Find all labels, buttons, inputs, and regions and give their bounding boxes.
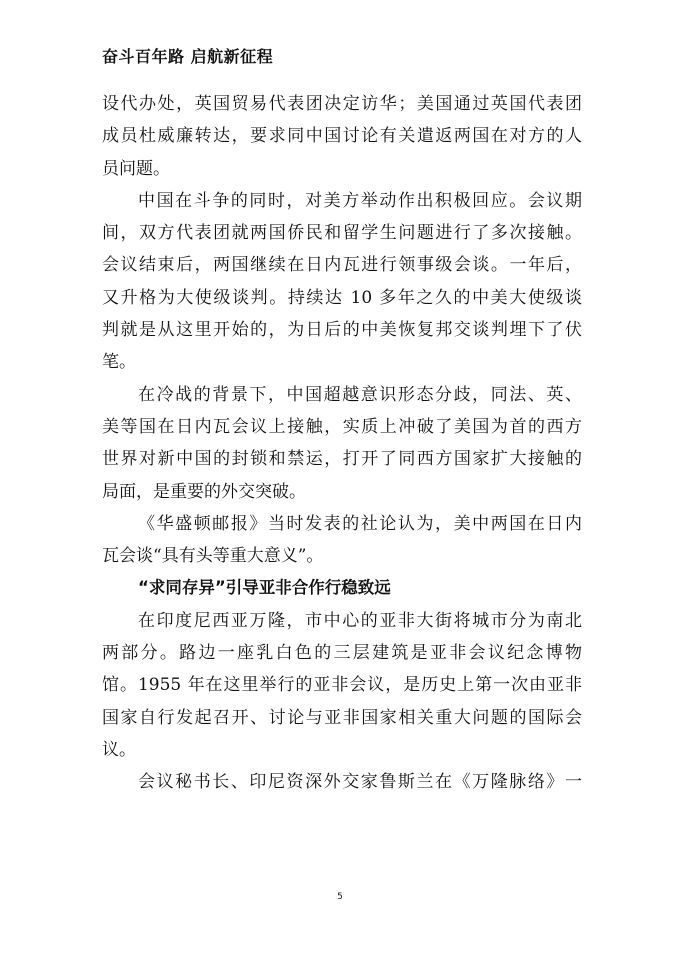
text-line: 在冷战的背景下，中国超越意识形态分歧，同法、英、 xyxy=(138,384,582,405)
text-line: 两部分。路边一座乳白色的三层建筑是亚非会议纪念博物 xyxy=(102,643,582,664)
text-line: 会议秘书长、印尼资深外交家鲁斯兰在《万隆脉络》一 xyxy=(138,772,582,793)
text-line: 设代办处，英国贸易代表团决定访华；美国通过英国代表团 xyxy=(102,94,582,114)
body-text xyxy=(102,88,582,799)
text-line: 员问题。 xyxy=(102,158,170,179)
text-line: 国家自行发起召开、讨论与亚非国家相关重大问题的国际会 xyxy=(102,707,582,728)
text-line: 局面，是重要的外交突破。 xyxy=(102,481,306,502)
section-heading: “求同存异”引导亚非合作行稳致远 xyxy=(138,578,391,598)
running-header: 奋斗百年路 启航新征程 xyxy=(102,47,274,66)
text-line: 又升格为大使级谈判。持续达 10 多年之久的中美大使级谈 xyxy=(102,287,582,308)
text-line: 瓦会谈“具有头等重大意义”。 xyxy=(102,546,324,567)
text-line: 间，双方代表团就两国侨民和留学生问题进行了多次接触。 xyxy=(102,223,582,244)
page-number: 5 xyxy=(337,892,343,902)
text-line: 世界对新中国的封锁和禁运，打开了同西方国家扩大接触的 xyxy=(102,449,582,470)
text-line: 中国在斗争的同时，对美方举动作出积极回应。会议期 xyxy=(138,190,582,211)
text-line: 议。 xyxy=(102,739,136,760)
text-line: 成员杜威廉转达，要求同中国讨论有关遣返两国在对方的人 xyxy=(102,126,582,147)
text-line: 笔。 xyxy=(102,352,136,373)
text-line: 在印度尼西亚万隆，市中心的亚非大街将城市分为南北 xyxy=(138,610,582,631)
text-line: 《华盛顿邮报》当时发表的社论认为，美中两国在日内 xyxy=(138,513,582,534)
text-line: 馆。1955 年在这里举行的亚非会议，是历史上第一次由亚非 xyxy=(102,675,582,696)
text-line: 判就是从这里开始的，为日后的中美恢复邦交谈判埋下了伏 xyxy=(102,320,582,341)
text-line: 美等国在日内瓦会议上接触，实质上冲破了美国为首的西方 xyxy=(102,416,582,437)
text-line: 会议结束后，两国继续在日内瓦进行领事级会谈。一年后， xyxy=(102,255,582,276)
